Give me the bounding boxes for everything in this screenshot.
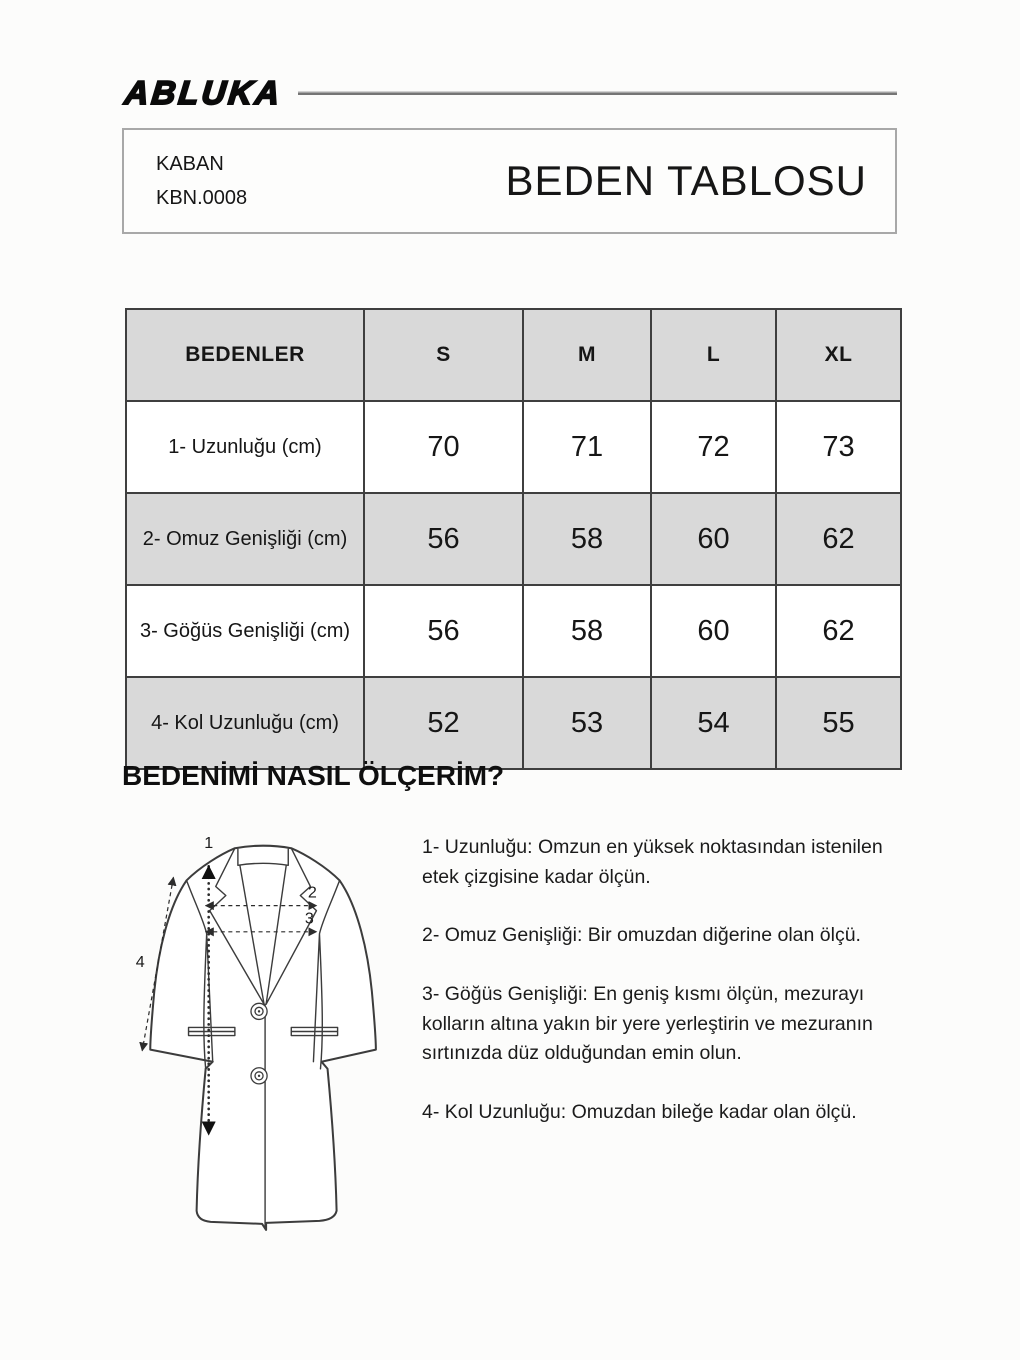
measure-heading: BEDENİMİ NASIL ÖLÇERİM?: [122, 760, 505, 791]
row-label: 3- Göğüs Genişliği (cm): [126, 585, 364, 677]
page-title: BEDEN TABLOSU: [505, 157, 867, 204]
brand-header: [125, 76, 897, 109]
cell-value: 71: [523, 401, 651, 493]
label-3: 3: [304, 909, 314, 928]
table-row-sleeve: [126, 677, 901, 769]
product-title-box: [122, 128, 897, 234]
header-divider-line: [298, 91, 897, 95]
product-meta: [156, 147, 247, 215]
size-table-header-row: [126, 309, 901, 401]
cell-value: 56: [364, 585, 523, 677]
table-row-chest: [126, 585, 901, 677]
cell-value: 62: [776, 493, 901, 585]
instruction-length: 1- Uzunluğu: Omzun en yüksek noktasından istenilen etek çizgisine kadar ölçün.: [422, 836, 883, 888]
column-header-m: M: [523, 309, 651, 401]
coat-outline: [150, 846, 376, 1230]
cell-value: 72: [651, 401, 776, 493]
product-code: KBN.0008: [156, 187, 248, 209]
cell-value: 73: [776, 401, 901, 493]
size-table: [125, 308, 902, 770]
cell-value: 52: [364, 677, 523, 769]
brand-logo: ABLUKA: [123, 74, 285, 111]
cell-value: 55: [776, 677, 901, 769]
instruction-sleeve: 4- Kol Uzunluğu: Omuzdan bileğe kadar olan ölçü.: [422, 1100, 857, 1123]
product-name: KABAN: [156, 153, 224, 175]
instruction-chest: 3- Göğüs Genişliği: En geniş kısmı ölçün, mezurayı kolların altına yakın bir yere yerleştirin ve mezuranın sırtınızda düz olduğundan emin olun.: [422, 982, 873, 1065]
cell-value: 70: [364, 401, 523, 493]
table-row-shoulder: [126, 493, 901, 585]
row-label: 4- Kol Uzunluğu (cm): [126, 677, 364, 769]
cell-value: 60: [651, 493, 776, 585]
cell-value: 60: [651, 585, 776, 677]
cell-value: 54: [651, 677, 776, 769]
label-1: 1: [204, 834, 214, 853]
label-2: 2: [307, 883, 317, 902]
cell-value: 56: [364, 493, 523, 585]
cell-value: 53: [523, 677, 651, 769]
cell-value: 62: [776, 585, 901, 677]
instruction-shoulder: 2- Omuz Genişliği: Bir omuzdan diğerine olan ölçü.: [422, 924, 861, 947]
column-header-l: L: [651, 309, 776, 401]
column-header-xl: XL: [776, 309, 901, 401]
row-label: 2- Omuz Genişliği (cm): [126, 493, 364, 585]
table-row-length: [126, 401, 901, 493]
row-label: 1- Uzunluğu (cm): [126, 401, 364, 493]
column-header-s: S: [364, 309, 523, 401]
label-4: 4: [135, 953, 145, 972]
coat-measurement-diagram: [112, 820, 394, 1243]
cell-value: 58: [523, 585, 651, 677]
measure-instructions: [422, 833, 914, 1156]
cell-value: 58: [523, 493, 651, 585]
column-header-sizes: BEDENLER: [126, 309, 364, 401]
